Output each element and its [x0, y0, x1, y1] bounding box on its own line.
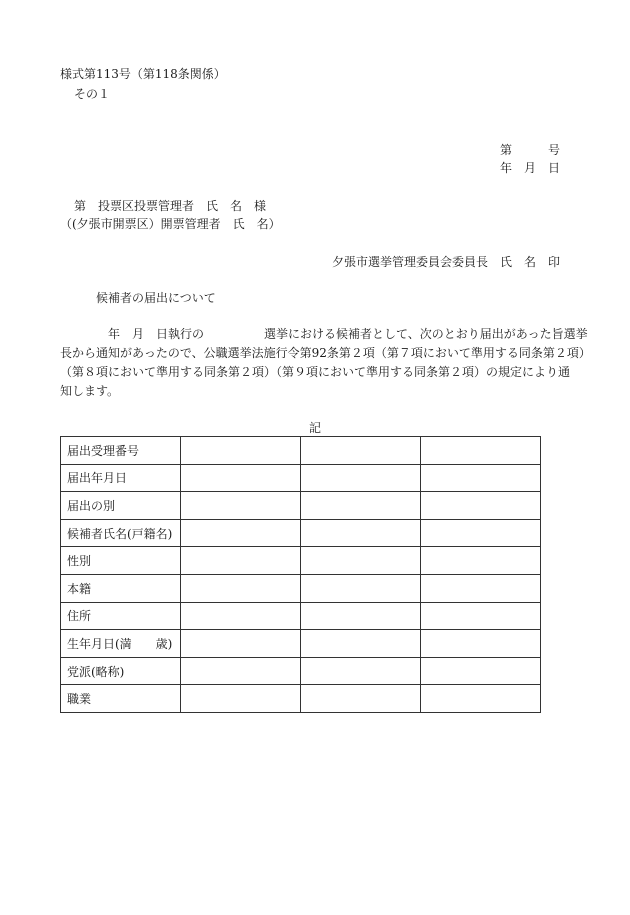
table-row	[61, 630, 541, 658]
body-paragraph	[60, 325, 591, 401]
row-label: 職業	[61, 685, 181, 713]
entry-cell[interactable]	[421, 685, 541, 713]
entry-cell[interactable]	[301, 547, 421, 575]
entry-cell[interactable]	[181, 630, 301, 658]
body-line-4: 知します。	[60, 384, 120, 398]
entry-cell[interactable]	[301, 437, 421, 465]
entry-cell[interactable]	[421, 492, 541, 520]
row-label: 生年月日(満 歳)	[61, 630, 181, 658]
document-date	[500, 160, 560, 176]
entry-cell[interactable]	[421, 519, 541, 547]
table-row	[61, 464, 541, 492]
document-number-suffix: 号	[547, 143, 560, 157]
addressee-line-1: 第 投票区投票管理者 氏 名 様	[74, 199, 267, 213]
entry-cell[interactable]	[421, 657, 541, 685]
date-year: 年	[500, 161, 513, 175]
table-row	[61, 492, 541, 520]
table-row	[61, 657, 541, 685]
entry-cell[interactable]	[181, 519, 301, 547]
date-day: 日	[547, 161, 560, 175]
entry-cell[interactable]	[181, 602, 301, 630]
entry-cell[interactable]	[181, 437, 301, 465]
entry-cell[interactable]	[181, 685, 301, 713]
entry-cell[interactable]	[421, 630, 541, 658]
table-row	[61, 519, 541, 547]
row-label: 候補者氏名(戸籍名)	[61, 519, 181, 547]
entry-cell[interactable]	[181, 547, 301, 575]
addressee-line-2: （(夕張市開票区）開票管理者 氏 名）	[60, 217, 281, 231]
row-label: 住所	[61, 602, 181, 630]
row-label: 性別	[61, 547, 181, 575]
entry-cell[interactable]	[181, 657, 301, 685]
row-label: 届出年月日	[61, 464, 181, 492]
table-row	[61, 547, 541, 575]
row-label: 党派(略称)	[61, 657, 181, 685]
entry-cell[interactable]	[301, 574, 421, 602]
document-number	[500, 142, 560, 158]
row-label: 届出の別	[61, 492, 181, 520]
form-label: 様式第113号（第118条関係）	[60, 67, 226, 81]
entry-cell[interactable]	[181, 464, 301, 492]
sender-line: 夕張市選挙管理委員会委員長 氏 名 印	[331, 255, 560, 269]
entry-cell[interactable]	[301, 630, 421, 658]
document-number-prefix: 第	[500, 143, 513, 157]
entry-cell[interactable]	[301, 492, 421, 520]
body-line-2: 長から通知があったので、公職選挙法施行令第92条第２項（第７項において準用する同条第２項）	[60, 346, 591, 360]
entry-cell[interactable]	[421, 602, 541, 630]
entry-cell[interactable]	[181, 492, 301, 520]
form-sub-label: その１	[74, 87, 111, 101]
body-line-3: （第８項において準用する同条第２項）（第９項において準用する同条第２項）の規定により通	[60, 365, 571, 379]
row-label: 本籍	[61, 574, 181, 602]
table-row	[61, 685, 541, 713]
entry-cell[interactable]	[301, 464, 421, 492]
row-label: 届出受理番号	[61, 437, 181, 465]
date-month: 月	[523, 161, 536, 175]
subject-line: 候補者の届出について	[96, 291, 216, 305]
body-line-1: 年 月 日執行の 選挙における候補者として、次のとおり届出があった旨選挙	[60, 327, 588, 341]
entry-cell[interactable]	[301, 657, 421, 685]
entry-cell[interactable]	[421, 437, 541, 465]
registration-table-body	[61, 437, 541, 713]
entry-cell[interactable]	[181, 574, 301, 602]
table-row	[61, 437, 541, 465]
registration-table	[60, 436, 541, 713]
entry-cell[interactable]	[421, 574, 541, 602]
entry-cell[interactable]	[421, 547, 541, 575]
entry-cell[interactable]	[301, 519, 421, 547]
table-row	[61, 574, 541, 602]
entry-cell[interactable]	[301, 685, 421, 713]
table-row	[61, 602, 541, 630]
entry-cell[interactable]	[301, 602, 421, 630]
entry-cell[interactable]	[421, 464, 541, 492]
ki-heading: 記	[309, 421, 322, 435]
